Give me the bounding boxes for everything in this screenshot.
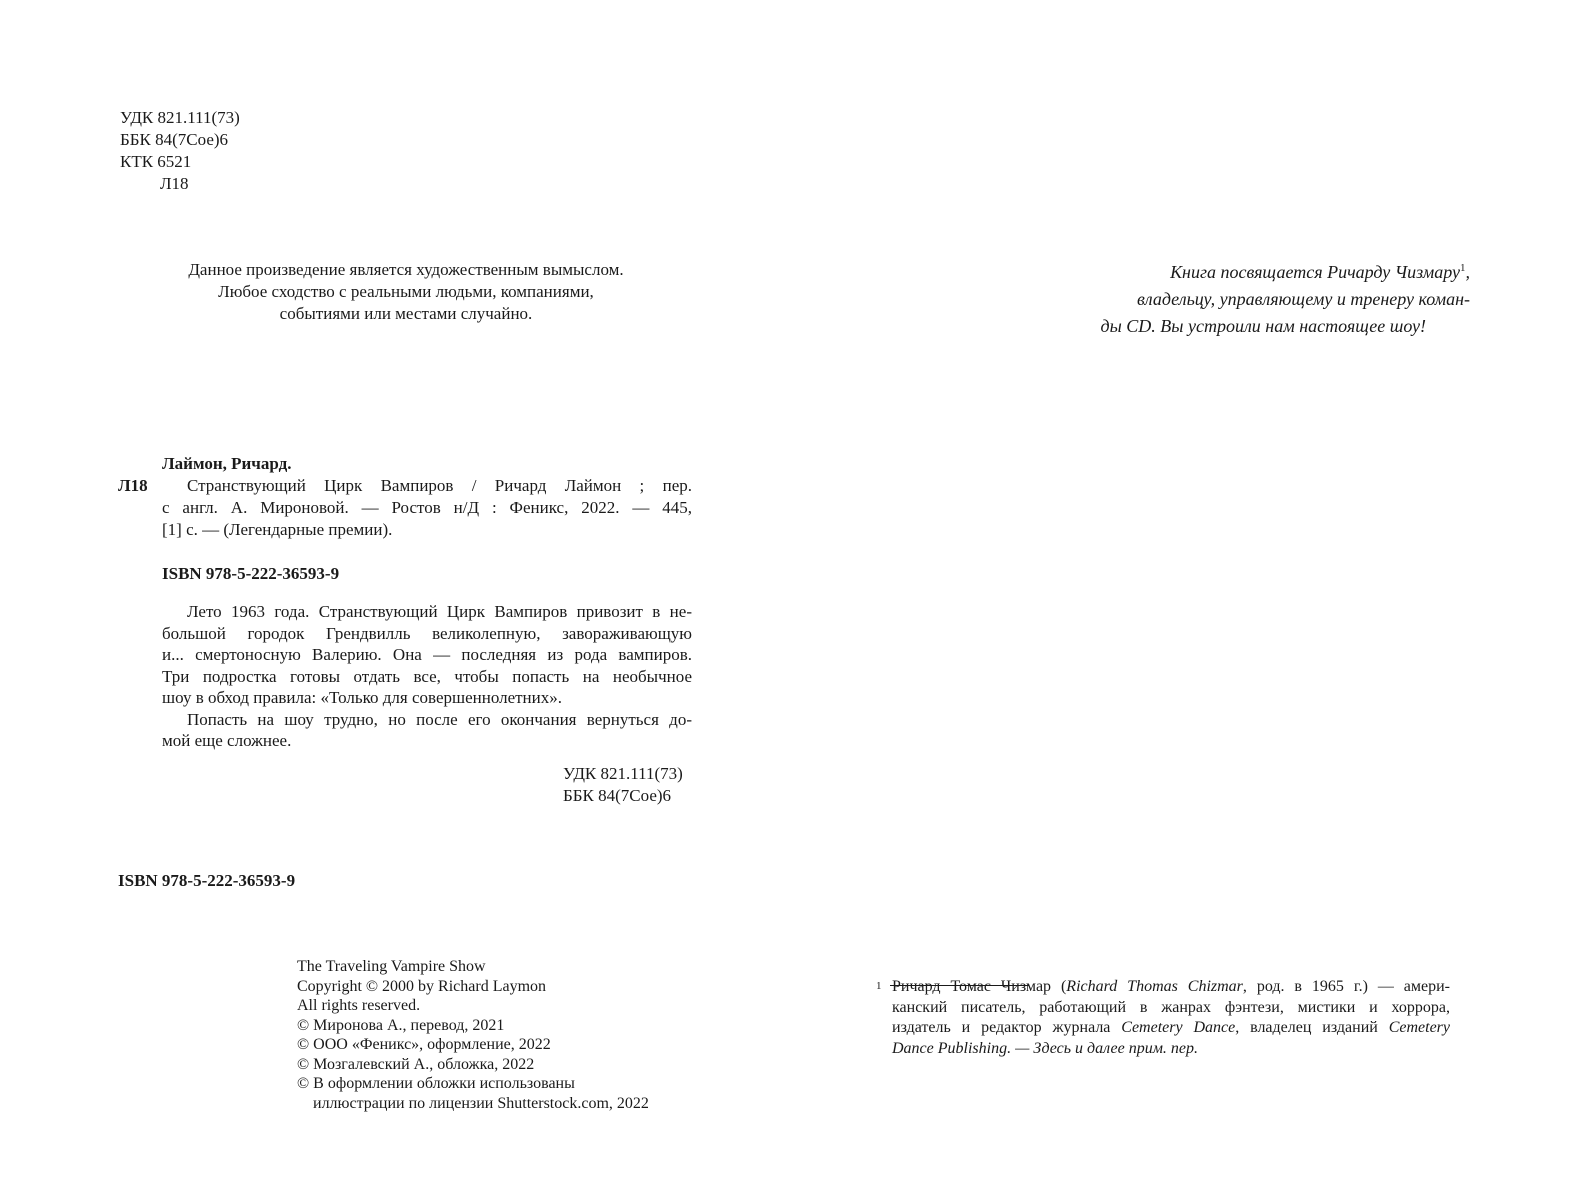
- copyright-line: © ООО «Феникс», оформление, 2022: [297, 1036, 551, 1053]
- footnote-line: Ричард Томас Чизмар (Richard Thomas Chizmar, род. в 1965 г.) — амери-: [892, 978, 1450, 995]
- catalog-codes: [563, 763, 763, 807]
- description-line: Странствующий Цирк Вампиров / Ричард Лаймон ; пер.: [187, 476, 692, 495]
- udk-code: УДК 821.111(73): [120, 108, 240, 127]
- copyright-line: All rights reserved.: [297, 997, 421, 1014]
- copyright-line: © Мозгалевский А., обложка, 2022: [297, 1055, 535, 1073]
- catalog-description: [162, 475, 692, 541]
- copyright-line: © В оформлении обложки использованы: [297, 1075, 575, 1092]
- description-line: [1] с. — (Легендарные премии).: [162, 520, 393, 539]
- catalog-annotation: [162, 601, 692, 752]
- footnote-marker: 1: [1460, 262, 1466, 274]
- annotation-line: Лето 1963 года. Странствующий Цирк Вампиров привозит в не-: [187, 602, 692, 621]
- footnote-mark: 1: [876, 980, 882, 992]
- catalog-bbk: ББК 84(7Сое)6: [563, 786, 672, 805]
- author-mark: Л18: [160, 174, 189, 193]
- isbn-bottom: ISBN 978-5-222-36593-9: [118, 871, 296, 890]
- catalog-author-heading: Лаймон, Ричард.: [162, 454, 292, 473]
- footnote-line: издатель и редактор журнала Cemetery Dance, владелец изданий Cemetery: [892, 1019, 1450, 1036]
- copyright-line: Copyright © 2000 by Richard Laymon: [297, 977, 547, 995]
- dedication-line: ды CD. Вы устроили нам настоящее шоу!: [1100, 316, 1426, 336]
- dedication: [1060, 259, 1470, 340]
- copyright-block: [297, 957, 717, 1113]
- copyright-line: иллюстрации по лицензии Shutterstock.com, 2022: [313, 1094, 649, 1112]
- classification-block: [120, 107, 320, 195]
- disclaimer-line: Любое сходство с реальными людьми, компаниями,: [218, 282, 594, 301]
- copyright-line: © Миронова А., перевод, 2021: [297, 1016, 505, 1034]
- description-line: с англ. А. Мироновой. — Ростов н/Д : Феникс, 2022. — 445,: [162, 498, 692, 517]
- copyright-line: The Traveling Vampire Show: [297, 958, 486, 975]
- annotation-line: большой городок Грендвилль великолепную, завораживающую: [162, 623, 692, 643]
- ktk-code: КТК 6521: [120, 152, 192, 171]
- catalog-isbn: ISBN 978-5-222-36593-9: [162, 564, 340, 583]
- bbk-code: ББК 84(7Сое)6: [120, 130, 229, 149]
- annotation-line: и... смертоносную Валерию. Она — последняя из рода вампиров.: [162, 645, 692, 664]
- disclaimer-line: событиями или местами случайно.: [279, 304, 533, 323]
- annotation-line: Попасть на шоу трудно, но после его окончания вернуться до-: [187, 709, 692, 729]
- footnote-line: канский писатель, работающий в жанрах фэнтези, мистики и хоррора,: [892, 998, 1450, 1016]
- catalog-udk: УДК 821.111(73): [563, 764, 683, 783]
- fiction-disclaimer: [130, 259, 682, 325]
- catalog-author-mark: Л18: [118, 476, 148, 495]
- dedication-line: Книга посвящается Ричарду Чизмару$^1$,: [1170, 262, 1470, 282]
- footnote-line: Dance Publishing. — Здесь и далее прим. пер.: [892, 1039, 1198, 1057]
- dedication-line: владельцу, управляющему и тренеру коман-: [1136, 289, 1470, 309]
- annotation-line: мой еще сложнее.: [162, 731, 292, 750]
- annotation-line: Три подростка готовы отдать все, чтобы попасть на необычное: [162, 666, 692, 686]
- footnote-text: [892, 977, 1450, 1059]
- disclaimer-line: Данное произведение является художественным вымыслом.: [188, 260, 624, 279]
- annotation-line: шоу в обход правила: «Только для совершеннолетних».: [162, 688, 562, 707]
